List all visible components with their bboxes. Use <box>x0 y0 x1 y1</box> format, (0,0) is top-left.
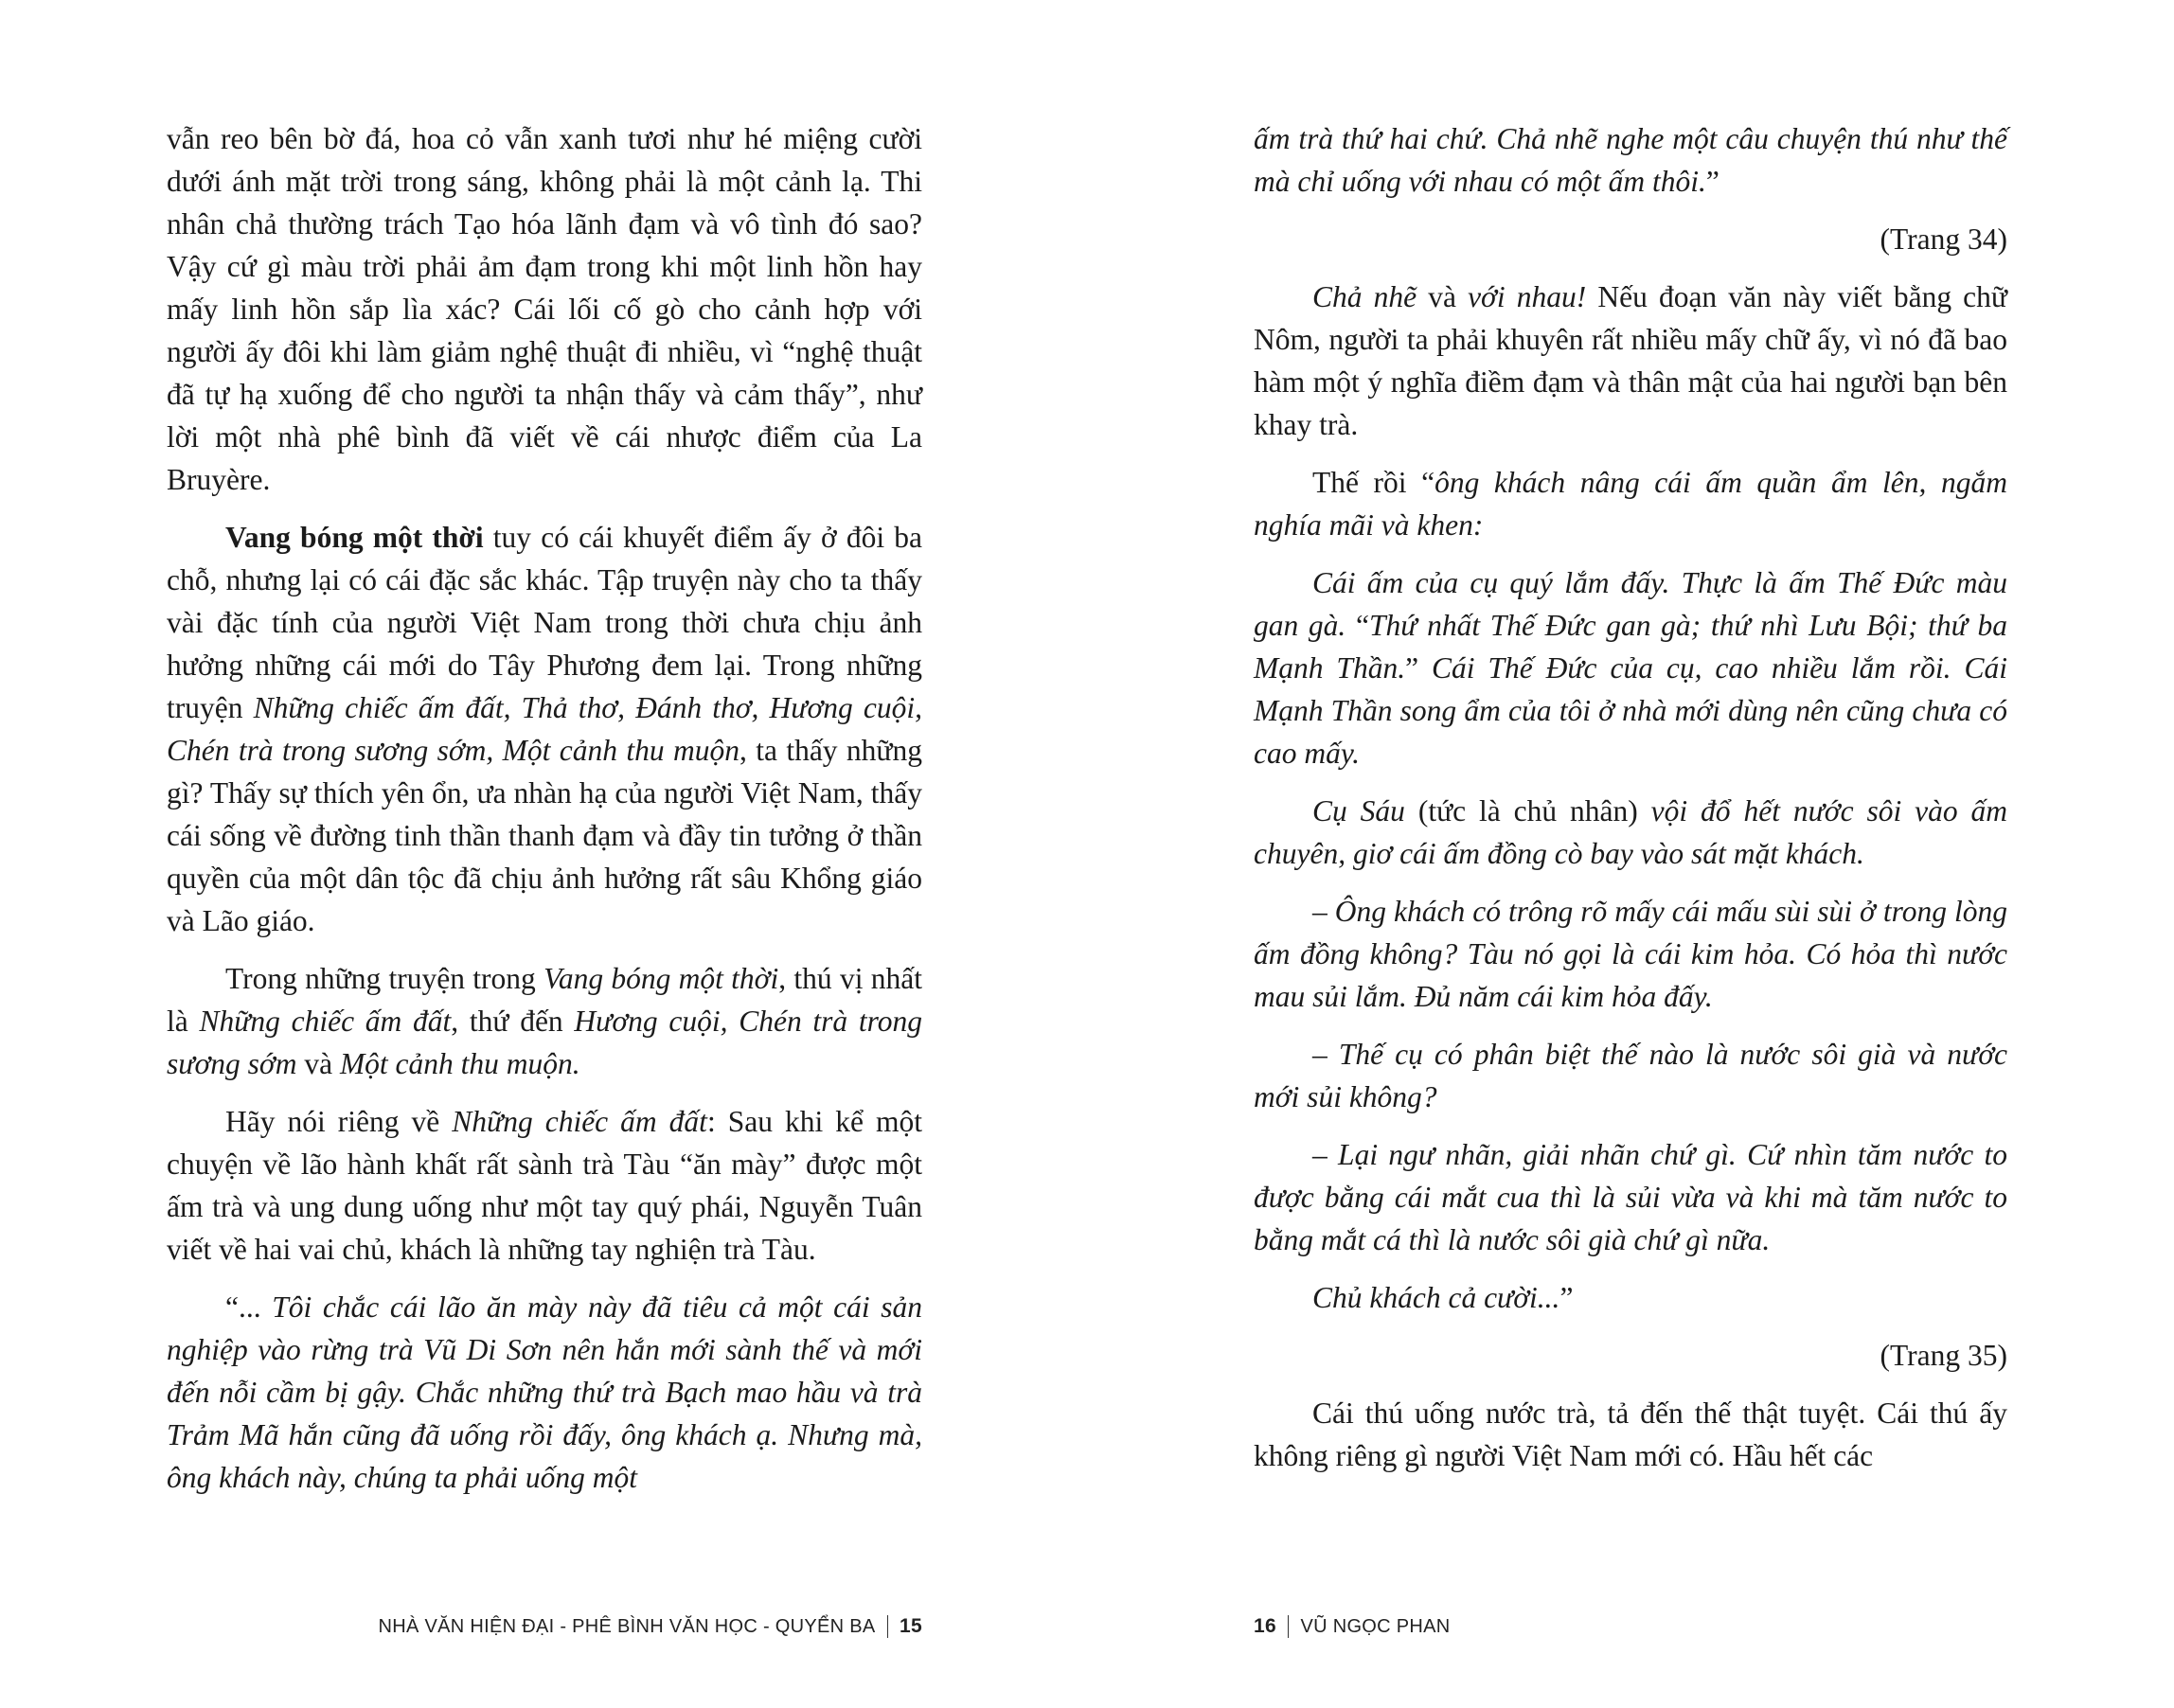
left-page-footer <box>379 1615 922 1638</box>
right-page-body <box>1254 117 2007 1492</box>
roman-text: (tức là chủ nhân) <box>1404 794 1651 827</box>
roman-text: “ <box>1355 609 1369 642</box>
quoted-paragraph <box>1254 561 2007 774</box>
italic-text: Những chiếc ấm đất, Thả thơ, Đánh thơ, Hương cuội, Chén trà trong sương sớm, Một cảnh thu muộn <box>167 691 922 767</box>
text-run: – Lại ngư nhãn, giải nhãn chứ gì. Cứ nhìn tăm nước to được bằng cái mắt cua thì là sủi vừa và khi mà tăm nước to bằng mắt cá thì là nước sôi già chứ gì nữa. <box>1254 1138 2007 1256</box>
text-run: Cụ Sáu <box>1312 794 1405 827</box>
text-run: “... <box>225 1290 273 1324</box>
right-page <box>1087 0 2174 1708</box>
paragraph <box>1254 276 2007 446</box>
footer-divider <box>1288 1615 1290 1638</box>
paragraph <box>1254 461 2007 546</box>
page-reference <box>1254 218 2007 260</box>
text-run: – Ông khách có trông rõ mấy cái mấu sùi sùi ở trong lòng ấm đồng không? Tàu nó gọi là cái kim hỏa. Có hỏa thì nước mau sủi lắm. Đủ năm cái kim hỏa đấy. <box>1254 895 2007 1013</box>
page-number: 15 <box>900 1615 922 1637</box>
roman-text: ” <box>1559 1281 1574 1314</box>
text-run: và <box>1417 280 1469 313</box>
italic-text: Vang bóng một thời <box>544 962 779 995</box>
text-run: (Trang 34) <box>1880 222 2007 256</box>
text-run: Cái thú uống nước trà, tả đến thế thật tuyệt. Cái thú ấy không riêng gì người Việt Nam mới có. Hầu hết các <box>1254 1397 2007 1472</box>
running-title: NHÀ VĂN HIỆN ĐẠI - PHÊ BÌNH VĂN HỌC - QUYỂN BA <box>378 1615 876 1637</box>
text-run: – Thế cụ có phân biệt thế nào là nước sôi già và nước mới sủi không? <box>1254 1038 2007 1113</box>
footer-divider <box>887 1615 889 1638</box>
paragraph <box>167 1286 922 1499</box>
paragraph <box>1254 117 2007 203</box>
text-run: tuy có cái khuyết điểm ấy ở đôi ba chỗ, nhưng lại có cái đặc sắc khác. Tập truyện này cho ta thấy vài đặc tính của người Việt Nam trong thời chưa chịu ảnh hưởng những cái mới do Tây Phương đem lại. Trong những truyện <box>167 521 922 724</box>
text-run: Thế rồi “ <box>1312 466 1435 499</box>
text-run: (Trang 35) <box>1880 1339 2007 1372</box>
italic-text: Tôi chắc cái lão ăn mày này đã tiêu cả một cái sản nghiệp vào rừng trà Vũ Di Sơn nên hắn mới sành thế và mới đến nỗi cầm bị gậy. Chắc những thứ trà Bạch mao hầu và trà Trảm Mã hắn cũng đã uống rồi đấy, ông khách ạ. Nhưng mà, ông khách này, chúng ta phải uống một <box>167 1290 922 1494</box>
italic-text: Chả nhẽ <box>1312 280 1417 313</box>
text-run: và <box>296 1047 340 1080</box>
text-run: , ta thấy những gì? Thấy sự thích yên ổn, ưa nhàn hạ của người Việt Nam, thấy cái sống về đường tinh thần thanh đạm và đầy tin tưởng ở thần quyền của một dân tộc đã chịu ảnh hưởng rất sâu Khổng giáo và Lão giáo. <box>167 734 922 937</box>
text-run: Hãy nói riêng về <box>225 1105 453 1138</box>
text-run: Cái Thế Đức của cụ, cao nhiều lắm rồi. Cái Mạnh Thần song ẩm của tôi ở nhà mới dùng nên cũng chưa có cao mấy. <box>1254 651 2008 770</box>
roman-text: ” <box>1405 651 1419 685</box>
text-run: Nếu đoạn văn này viết bằng chữ Nôm, người ta phải khuyên rất nhiều mấy chữ ấy, vì nó đã bao hàm một ý nghĩa điềm đạm và thân mật của hai người bạn bên khay trà. <box>1254 280 2007 441</box>
italic-text: ông khách nâng cái ấm quần ẩm lên, ngắm nghía mãi và khen: <box>1254 466 2007 542</box>
running-author: VŨ NGỌC PHAN <box>1300 1615 1451 1637</box>
quoted-paragraph <box>1254 1133 2007 1261</box>
italic-text: Một cảnh thu muộn. <box>339 1047 580 1080</box>
quoted-paragraph <box>1254 1276 2007 1319</box>
paragraph <box>167 1100 922 1271</box>
text-run: , thứ đến <box>451 1005 575 1038</box>
paragraph <box>167 516 922 942</box>
page-reference <box>1254 1334 2007 1377</box>
italic-text: Những chiếc ấm đất <box>199 1005 452 1038</box>
page-number: 16 <box>1254 1615 1276 1637</box>
text-run: : Sau khi kể một chuyện về lão hành khất rất sành trà Tàu “ăn mày” được một ấm trà và ung dung uống như một tay quý phái, Nguyễn Tuân viết về hai vai chủ, khách là những tay nghiện trà Tàu. <box>167 1105 922 1266</box>
left-page-body <box>167 117 922 1514</box>
text-run: ” <box>1705 165 1720 198</box>
italic-text: với nhau! <box>1468 280 1587 313</box>
text-run: , thú vị nhất là <box>167 962 922 1038</box>
paragraph <box>1254 1392 2007 1477</box>
bold-text: Vang bóng một thời <box>225 521 484 554</box>
italic-text: Hương cuội, Chén trà trong sương sớm <box>167 1005 923 1080</box>
quoted-paragraph <box>1254 790 2007 875</box>
paragraph <box>167 957 922 1085</box>
quoted-paragraph <box>1254 890 2007 1018</box>
text-run: Chủ khách cả cười... <box>1312 1281 1560 1314</box>
italic-text: Những chiếc ấm đất <box>452 1105 707 1138</box>
paragraph <box>167 117 922 501</box>
text-run: Thứ nhất Thế Đức gan gà; thứ nhì Lưu Bội; thứ ba Mạnh Thần. <box>1254 609 2007 685</box>
right-page-footer <box>1254 1615 1451 1638</box>
quoted-paragraph <box>1254 1033 2007 1118</box>
text-run: Cái ấm của cụ quý lắm đấy. Thực là ấm Thế Đức màu gan gà. <box>1254 566 2007 642</box>
text-run: vẫn reo bên bờ đá, hoa cỏ vẫn xanh tươi như hé miệng cười dưới ánh mặt trời trong sáng, không phải là một cảnh lạ. Thi nhân chả thường trách Tạo hóa lãnh đạm và vô tình đó sao? Vậy cứ gì màu trời phải ảm đạm trong khi một linh hồn hay mấy linh hồn sắp lìa xác? Cái lối cố gò cho cảnh hợp với người ấy đôi khi làm giảm nghệ thuật đi nhiều, vì “nghệ thuật đã tự hạ xuống để cho người ta nhận thấy và cảm thấy”, như lời một nhà phê bình đã viết về cái nhược điểm của La Bruyère. <box>167 122 922 496</box>
text-run: Trong những truyện trong <box>225 962 544 995</box>
text-run: vội đổ hết nước sôi vào ấm chuyên, giơ cái ấm đồng cò bay vào sát mặt khách. <box>1254 794 2008 870</box>
italic-text: ấm trà thứ hai chứ. Chả nhẽ nghe một câu chuyện thú như thế mà chỉ uống với nhau có một ấm thôi. <box>1254 122 2007 198</box>
